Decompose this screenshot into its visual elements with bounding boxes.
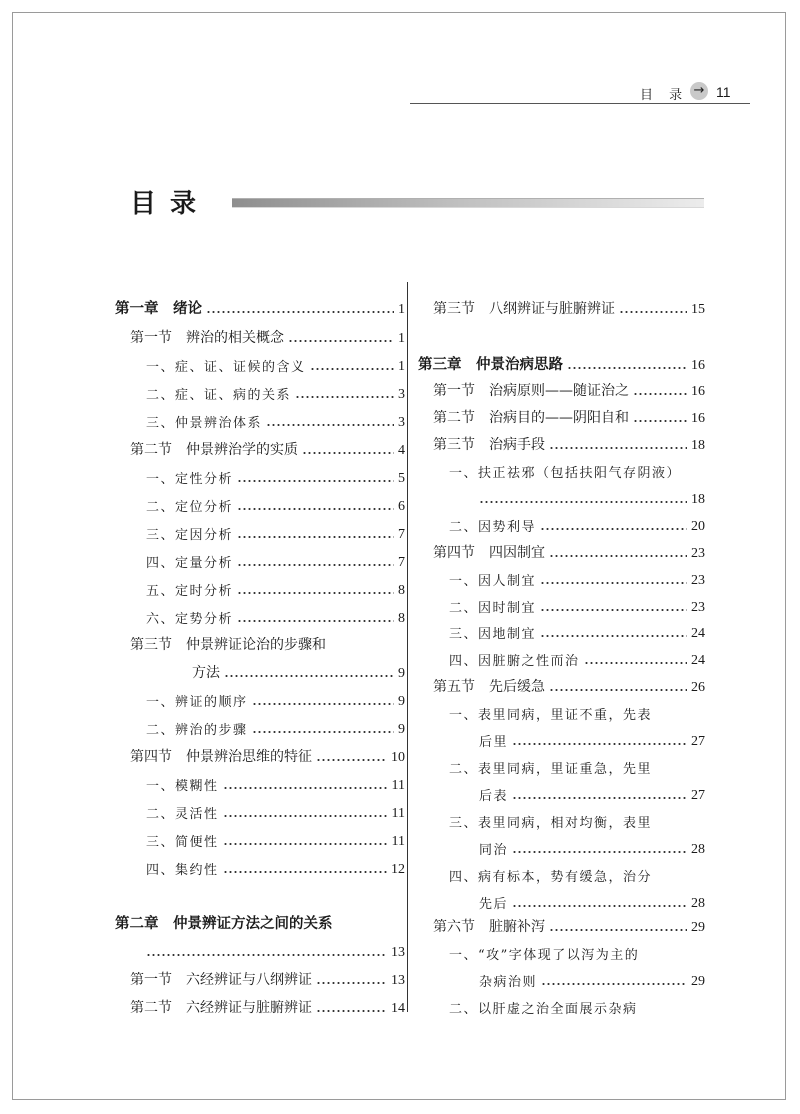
dot-leader xyxy=(288,333,394,343)
toc-entry-item[interactable]: 四、定量分析 7 xyxy=(146,555,405,571)
dot-leader xyxy=(252,696,394,706)
toc-title: 目录 xyxy=(130,189,211,219)
toc-entry-item-line1[interactable]: 四、病有标本，势有缓急，治分 xyxy=(449,870,653,885)
arrow-right-icon: → xyxy=(690,82,708,100)
toc-entry-item-line2[interactable]: 杂病治则 29 xyxy=(479,974,705,990)
dot-leader xyxy=(206,304,394,314)
dot-leader xyxy=(549,440,687,450)
toc-entry-item[interactable]: 一、模糊性 11 xyxy=(146,778,405,794)
dot-leader xyxy=(252,724,394,734)
toc-entry-section[interactable]: 第一节 辨治的相关概念 1 xyxy=(130,330,405,346)
toc-entry-section[interactable]: 第五节 先后缓急 26 xyxy=(433,679,705,695)
toc-entry-item-line1[interactable]: 一、表里同病，里证不重，先表 xyxy=(449,708,653,723)
title-decorative-bar xyxy=(232,198,704,208)
toc-entry-section[interactable]: 第四节 仲景辨治思维的特征 10 xyxy=(130,749,405,765)
toc-entry-item-line2[interactable]: 18 xyxy=(479,486,705,508)
dot-leader xyxy=(512,790,687,800)
toc-entry-item-line1[interactable]: 一、“攻”字体现了以泻为主的 xyxy=(449,948,640,963)
toc-entry-item[interactable]: 二、因时制宜 23 xyxy=(449,600,705,616)
toc-entry-section[interactable]: 第一节 六经辨证与八纲辨证 13 xyxy=(130,972,405,988)
dot-leader xyxy=(237,585,394,595)
dot-leader xyxy=(310,361,394,371)
toc-entry-chapter-3[interactable]: 第三章 仲景治病思路 16 xyxy=(418,357,705,373)
dot-leader xyxy=(237,501,394,511)
dot-leader xyxy=(479,494,687,504)
dot-leader xyxy=(237,613,394,623)
dot-leader xyxy=(549,548,687,558)
toc-entry-item[interactable]: 三、仲景辨治体系 3 xyxy=(146,415,405,431)
toc-entry-item-line1[interactable]: 一、扶正祛邪（包括扶阳气存阴液） xyxy=(449,466,682,481)
dot-leader xyxy=(237,529,394,539)
dot-leader xyxy=(584,655,687,665)
dot-leader xyxy=(223,808,388,818)
toc-entry-chapter-2-line1[interactable]: 第二章 仲景辨证方法之间的关系 xyxy=(115,916,333,932)
dot-leader xyxy=(567,360,687,370)
toc-entry-item[interactable]: 一、症、证、证候的含义 1 xyxy=(146,359,405,375)
dot-leader xyxy=(633,386,687,396)
toc-entry-chapter-2-line2[interactable]: 13 xyxy=(146,939,405,961)
toc-entry-item[interactable]: 二、辨治的步骤 9 xyxy=(146,722,405,738)
toc-entry-section[interactable]: 第四节 四因制宜 23 xyxy=(433,545,705,561)
toc-entry-section[interactable]: 第二节 六经辨证与脏腑辨证 14 xyxy=(130,1000,405,1016)
toc-entry-section[interactable]: 第一节 治病原则——随证治之 16 xyxy=(433,383,705,399)
toc-entry-item[interactable]: 六、定势分析 8 xyxy=(146,611,405,627)
toc-entry-section[interactable]: 第六节 脏腑补泻 29 xyxy=(433,919,705,935)
toc-entry-item[interactable]: 二、灵活性 11 xyxy=(146,806,405,822)
toc-entry-item[interactable]: 三、定因分析 7 xyxy=(146,527,405,543)
column-divider xyxy=(407,282,408,1012)
running-head xyxy=(600,82,750,102)
dot-leader xyxy=(316,752,387,762)
dot-leader xyxy=(619,304,687,314)
dot-leader xyxy=(540,521,687,531)
toc-entry-section[interactable]: 第三节 治病手段 18 xyxy=(433,437,705,453)
dot-leader xyxy=(316,1003,387,1013)
toc-entry-section-line2[interactable]: 方法 9 xyxy=(192,665,405,681)
running-head-label: 目 录 xyxy=(640,88,689,103)
dot-leader xyxy=(540,575,687,585)
dot-leader xyxy=(237,557,394,567)
dot-leader xyxy=(237,473,394,483)
dot-leader xyxy=(223,864,387,874)
dot-leader xyxy=(224,668,394,678)
toc-entry-item-line1[interactable]: 二、表里同病，里证重急，先里 xyxy=(449,762,653,777)
dot-leader xyxy=(541,976,687,986)
dot-leader xyxy=(512,898,687,908)
dot-leader xyxy=(540,628,687,638)
toc-entry-item-line2[interactable]: 同治 28 xyxy=(479,842,705,858)
toc-entry-item[interactable]: 一、定性分析 5 xyxy=(146,471,405,487)
toc-entry-item[interactable]: 三、因地制宜 24 xyxy=(449,626,705,642)
toc-entry-section[interactable]: 第二节 治病目的——阴阳自和 16 xyxy=(433,410,705,426)
toc-entry-item[interactable]: 二、症、证、病的关系 3 xyxy=(146,387,405,403)
toc-entry-section[interactable]: 第二节 仲景辨治学的实质 4 xyxy=(130,442,405,458)
page-number: 11 xyxy=(716,84,731,100)
toc-entry-item[interactable]: 一、辨证的顺序 9 xyxy=(146,694,405,710)
dot-leader xyxy=(549,682,687,692)
toc-entry-item[interactable]: 四、因脏腑之性而治 24 xyxy=(449,653,705,669)
dot-leader xyxy=(223,780,388,790)
toc-entry-item-line1[interactable]: 二、以肝虚之治全面展示杂病 xyxy=(449,1002,638,1017)
toc-entry-item-line1[interactable]: 三、表里同病，相对均衡，表里 xyxy=(449,816,653,831)
dot-leader xyxy=(266,417,394,427)
dot-leader xyxy=(633,413,687,423)
toc-entry-item-line2[interactable]: 后表 27 xyxy=(479,788,705,804)
dot-leader xyxy=(316,975,387,985)
dot-leader xyxy=(512,844,687,854)
dot-leader xyxy=(549,922,687,932)
toc-entry-section[interactable]: 第三节 八纲辨证与脏腑辨证 15 xyxy=(433,301,705,317)
dot-leader xyxy=(146,947,387,957)
dot-leader xyxy=(223,836,388,846)
toc-entry-item[interactable]: 二、因势利导 20 xyxy=(449,519,705,535)
toc-entry-item-line2[interactable]: 后里 27 xyxy=(479,734,705,750)
toc-entry-item[interactable]: 一、因人制宜 23 xyxy=(449,573,705,589)
toc-entry-item[interactable]: 四、集约性 12 xyxy=(146,862,405,878)
toc-entry-item[interactable]: 五、定时分析 8 xyxy=(146,583,405,599)
toc-entry-section-line1[interactable]: 第三节 仲景辨证论治的步骤和 xyxy=(130,637,326,653)
dot-leader xyxy=(295,389,394,399)
toc-entry-item[interactable]: 二、定位分析 6 xyxy=(146,499,405,515)
header-rule xyxy=(410,103,750,104)
dot-leader xyxy=(302,445,394,455)
toc-entry-chapter-1[interactable]: 第一章 绪论 1 xyxy=(115,301,405,317)
dot-leader xyxy=(512,736,687,746)
toc-entry-item[interactable]: 三、简便性 11 xyxy=(146,834,405,850)
dot-leader xyxy=(540,602,687,612)
toc-entry-item-line2[interactable]: 先后 28 xyxy=(479,896,705,912)
